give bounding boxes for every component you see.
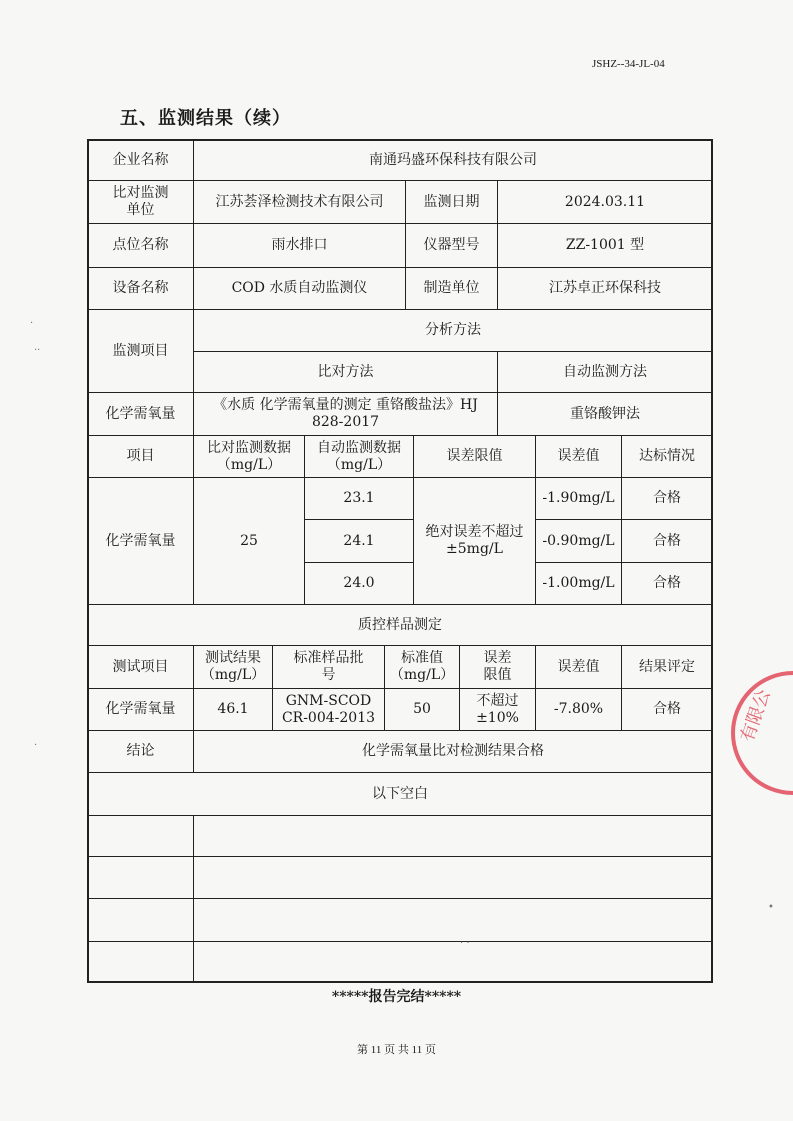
- results-status-3: 合格: [621, 562, 713, 605]
- conclusion-label: 结论: [87, 730, 194, 773]
- qc-header-error: 误差值: [535, 645, 622, 689]
- point-value: 雨水排口: [193, 223, 406, 268]
- company-seal-icon: [728, 668, 793, 798]
- results-status-1: 合格: [621, 477, 713, 520]
- qc-title: 质控样品测定: [87, 604, 713, 646]
- results-header-item: 项目: [87, 435, 194, 478]
- empty-row-right: [193, 941, 713, 983]
- scan-speck: ·: [34, 740, 38, 751]
- results-header-auto: 自动监测数据（mg/L）: [304, 435, 414, 478]
- qc-header-limit: 误差限值: [459, 645, 536, 689]
- qc-error: -7.80%: [535, 688, 622, 731]
- point-label: 点位名称: [87, 223, 194, 268]
- compare-method-value: 《水质 化学需氧量的测定 重铬酸盐法》HJ 828-2017: [193, 392, 498, 436]
- qc-header-grade: 结果评定: [621, 645, 713, 689]
- results-compare-value: 25: [193, 477, 305, 605]
- company-label: 企业名称: [87, 139, 194, 181]
- qc-item: 化学需氧量: [87, 688, 194, 731]
- results-header-error: 误差值: [535, 435, 622, 478]
- device-label: 设备名称: [87, 267, 194, 310]
- empty-row-right: [193, 815, 713, 857]
- results-error-1: -1.90mg/L: [535, 477, 622, 520]
- instrument-label: 仪器型号: [405, 223, 498, 268]
- results-auto-2: 24.1: [304, 519, 414, 563]
- results-auto-1: 23.1: [304, 477, 414, 520]
- qc-header-item: 测试项目: [87, 645, 194, 689]
- results-error-3: -1.00mg/L: [535, 562, 622, 605]
- empty-row-left: [87, 898, 194, 942]
- qc-header-result: 测试结果（mg/L）: [193, 645, 273, 689]
- compare-unit-value: 江苏荟泽检测技术有限公司: [193, 180, 406, 224]
- device-value: COD 水质自动监测仪: [193, 267, 406, 310]
- maker-label: 制造单位: [405, 267, 498, 310]
- conclusion-value: 化学需氧量比对检测结果合格: [193, 730, 713, 773]
- result-table: [87, 139, 713, 983]
- results-header-compare: 比对监测数据（mg/L）: [193, 435, 305, 478]
- end-of-report-mark: *****报告完结*****: [331, 989, 462, 1005]
- results-auto-3: 24.0: [304, 562, 414, 605]
- page-number: 第 11 页 共 11 页: [357, 1044, 436, 1056]
- company-value: 南通玛盛环保科技有限公司: [193, 139, 713, 181]
- qc-standard: 50: [384, 688, 460, 731]
- item-label: 监测项目: [87, 309, 194, 393]
- analysis-label: 分析方法: [193, 309, 713, 352]
- qc-grade: 合格: [621, 688, 713, 731]
- empty-row-left: [87, 856, 194, 899]
- auto-method-label: 自动监测方法: [497, 351, 713, 393]
- results-error-limit: 绝对误差不超过±5mg/L: [413, 477, 536, 605]
- qc-header-standard: 标准值（mg/L）: [384, 645, 460, 689]
- empty-row-left: [87, 941, 194, 983]
- scan-speck: ··: [34, 345, 41, 356]
- qc-batch: GNM-SCOD CR-004-2013: [272, 688, 385, 731]
- results-item: 化学需氧量: [87, 477, 194, 605]
- auto-method-value: 重铬酸钾法: [497, 392, 713, 436]
- svg-text:有限公: 有限公: [736, 686, 775, 745]
- scan-speck: •: [768, 902, 774, 913]
- date-label: 监测日期: [405, 180, 498, 224]
- empty-row-right: [193, 856, 713, 899]
- empty-row-right: [193, 898, 713, 942]
- compare-unit-label: 比对监测单位: [87, 180, 194, 224]
- scan-speck: ·: [30, 318, 34, 329]
- qc-limit: 不超过±10%: [459, 688, 536, 731]
- empty-row-left: [87, 815, 194, 857]
- qc-result: 46.1: [193, 688, 273, 731]
- date-value: 2024.03.11: [497, 180, 713, 224]
- results-header-status: 达标情况: [621, 435, 713, 478]
- blank-note: 以下空白: [87, 772, 713, 816]
- results-error-2: -0.90mg/L: [535, 519, 622, 563]
- results-status-2: 合格: [621, 519, 713, 563]
- maker-value: 江苏卓正环保科技: [497, 267, 713, 310]
- qc-header-batch: 标准样品批号: [272, 645, 385, 689]
- compare-method-label: 比对方法: [193, 351, 498, 393]
- scan-speck: · ·: [460, 938, 470, 949]
- doc-code: JSHZ--34-JL-04: [592, 58, 665, 70]
- method-item-name: 化学需氧量: [87, 392, 194, 436]
- section-title: 五、监测结果（续）: [120, 108, 291, 129]
- results-header-limit: 误差限值: [413, 435, 536, 478]
- instrument-value: ZZ-1001 型: [497, 223, 713, 268]
